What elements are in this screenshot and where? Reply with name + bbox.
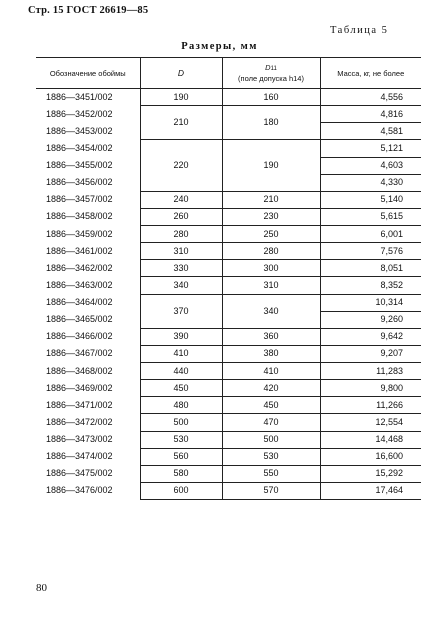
cell-d11: 380 [222, 345, 320, 362]
table-row [36, 380, 421, 397]
cell-designation: 1886—3476/002 [46, 485, 113, 496]
cell-mass: 9,260 [320, 311, 421, 328]
cell-mass: 4,556 [320, 89, 421, 106]
table-row [36, 277, 421, 294]
cell-mass: 9,800 [320, 380, 421, 397]
table-row [36, 226, 421, 243]
cell-mass: 4,816 [320, 106, 421, 123]
cell-d11: 300 [222, 260, 320, 277]
cell-d11: 280 [222, 243, 320, 260]
column-header-d: D [140, 58, 222, 89]
cell-d11: 160 [222, 89, 320, 106]
cell-designation: 1886—3464/002 [46, 297, 113, 308]
cell-d: 580 [140, 465, 222, 482]
cell-d: 370 [140, 294, 222, 328]
cell-d: 410 [140, 345, 222, 362]
table-row [36, 465, 421, 482]
table-label: Таблица 5 [330, 25, 389, 36]
cell-designation: 1886—3472/002 [46, 416, 113, 427]
cell-designation: 1886—3457/002 [46, 194, 113, 205]
cell-d11: 190 [222, 140, 320, 191]
table-row [36, 345, 421, 362]
cell-d: 560 [140, 448, 222, 465]
cell-designation: 1886—3471/002 [46, 399, 113, 410]
table-row [36, 397, 421, 414]
cell-designation: 1886—3475/002 [46, 468, 113, 479]
cell-d11: 360 [222, 328, 320, 345]
table-row [36, 260, 421, 277]
cell-d11: 410 [222, 363, 320, 380]
cell-designation: 1886—3469/002 [46, 382, 113, 393]
cell-d: 310 [140, 243, 222, 260]
cell-d11: 550 [222, 465, 320, 482]
cell-d11: 180 [222, 106, 320, 140]
cell-d: 220 [140, 140, 222, 191]
cell-d11: 310 [222, 277, 320, 294]
cell-mass: 16,600 [320, 448, 421, 465]
column-header-designation: Обозначение обоймы [36, 58, 140, 89]
table-row [36, 448, 421, 465]
table-caption: Размеры, мм [181, 41, 258, 52]
table-row [36, 414, 421, 431]
table-row [36, 191, 421, 208]
cell-designation: 1886—3455/002 [46, 160, 113, 171]
table-row [36, 294, 421, 311]
dimensions-table [36, 57, 421, 500]
cell-designation: 1886—3452/002 [46, 108, 113, 119]
cell-designation: 1886—3474/002 [46, 451, 113, 462]
cell-designation: 1886—3461/002 [46, 245, 113, 256]
column-header-mass: Масса, кг, не более [320, 58, 421, 89]
cell-d11: 530 [222, 448, 320, 465]
cell-d: 600 [140, 482, 222, 499]
cell-designation: 1886—3459/002 [46, 228, 113, 239]
cell-d11: 250 [222, 226, 320, 243]
cell-mass: 9,642 [320, 328, 421, 345]
cell-mass: 11,266 [320, 397, 421, 414]
cell-mass: 10,314 [320, 294, 421, 311]
table-row [36, 328, 421, 345]
cell-mass: 4,581 [320, 123, 421, 140]
table-row [36, 243, 421, 260]
cell-mass: 14,468 [320, 431, 421, 448]
cell-d: 440 [140, 363, 222, 380]
cell-d: 210 [140, 106, 222, 140]
cell-d11: 570 [222, 482, 320, 499]
table-row [36, 363, 421, 380]
table-row [36, 106, 421, 123]
table-row [36, 89, 421, 106]
cell-d: 390 [140, 328, 222, 345]
table-row [36, 431, 421, 448]
cell-mass: 4,603 [320, 157, 421, 174]
cell-d11: 500 [222, 431, 320, 448]
cell-mass: 9,207 [320, 345, 421, 362]
cell-d: 340 [140, 277, 222, 294]
cell-d11: 210 [222, 191, 320, 208]
cell-mass: 15,292 [320, 465, 421, 482]
cell-designation: 1886—3456/002 [46, 177, 113, 188]
cell-mass: 12,554 [320, 414, 421, 431]
table-row [36, 482, 421, 499]
cell-designation: 1886—3453/002 [46, 125, 113, 136]
cell-d: 500 [140, 414, 222, 431]
column-header-d11 [222, 58, 320, 89]
cell-designation: 1886—3467/002 [46, 348, 113, 359]
cell-designation: 1886—3454/002 [46, 142, 113, 153]
table-body [36, 89, 421, 500]
cell-d: 480 [140, 397, 222, 414]
cell-d: 330 [140, 260, 222, 277]
table-row [36, 208, 421, 225]
cell-mass: 17,464 [320, 482, 421, 499]
cell-d11: 470 [222, 414, 320, 431]
cell-designation: 1886—3463/002 [46, 279, 113, 290]
cell-designation: 1886—3465/002 [46, 314, 113, 325]
cell-d: 240 [140, 191, 222, 208]
cell-mass: 7,576 [320, 243, 421, 260]
cell-d: 190 [140, 89, 222, 106]
cell-mass: 8,352 [320, 277, 421, 294]
cell-mass: 5,121 [320, 140, 421, 157]
page-header: Стр. 15 ГОСТ 26619—85 [28, 5, 149, 16]
cell-d: 260 [140, 208, 222, 225]
cell-d: 280 [140, 226, 222, 243]
d11-symbol: D [265, 63, 271, 72]
table-row [36, 140, 421, 157]
cell-mass: 5,140 [320, 191, 421, 208]
cell-mass: 6,001 [320, 226, 421, 243]
cell-designation: 1886—3458/002 [46, 211, 113, 222]
cell-d11: 340 [222, 294, 320, 328]
cell-d11: 230 [222, 208, 320, 225]
cell-designation: 1886—3468/002 [46, 365, 113, 376]
cell-mass: 11,283 [320, 363, 421, 380]
cell-d: 530 [140, 431, 222, 448]
d11-subscript: 11 [270, 66, 277, 72]
cell-designation: 1886—3473/002 [46, 434, 113, 445]
cell-d11: 420 [222, 380, 320, 397]
page-number: 80 [36, 582, 47, 594]
cell-d11: 450 [222, 397, 320, 414]
cell-d: 450 [140, 380, 222, 397]
cell-designation: 1886—3451/002 [46, 91, 113, 102]
cell-designation: 1886—3462/002 [46, 262, 113, 273]
cell-mass: 8,051 [320, 260, 421, 277]
cell-mass: 5,615 [320, 208, 421, 225]
d11-tolerance-note: (поле допуска h14) [238, 74, 304, 83]
cell-designation: 1886—3466/002 [46, 331, 113, 342]
table-header-row [36, 58, 421, 89]
cell-mass: 4,330 [320, 174, 421, 191]
